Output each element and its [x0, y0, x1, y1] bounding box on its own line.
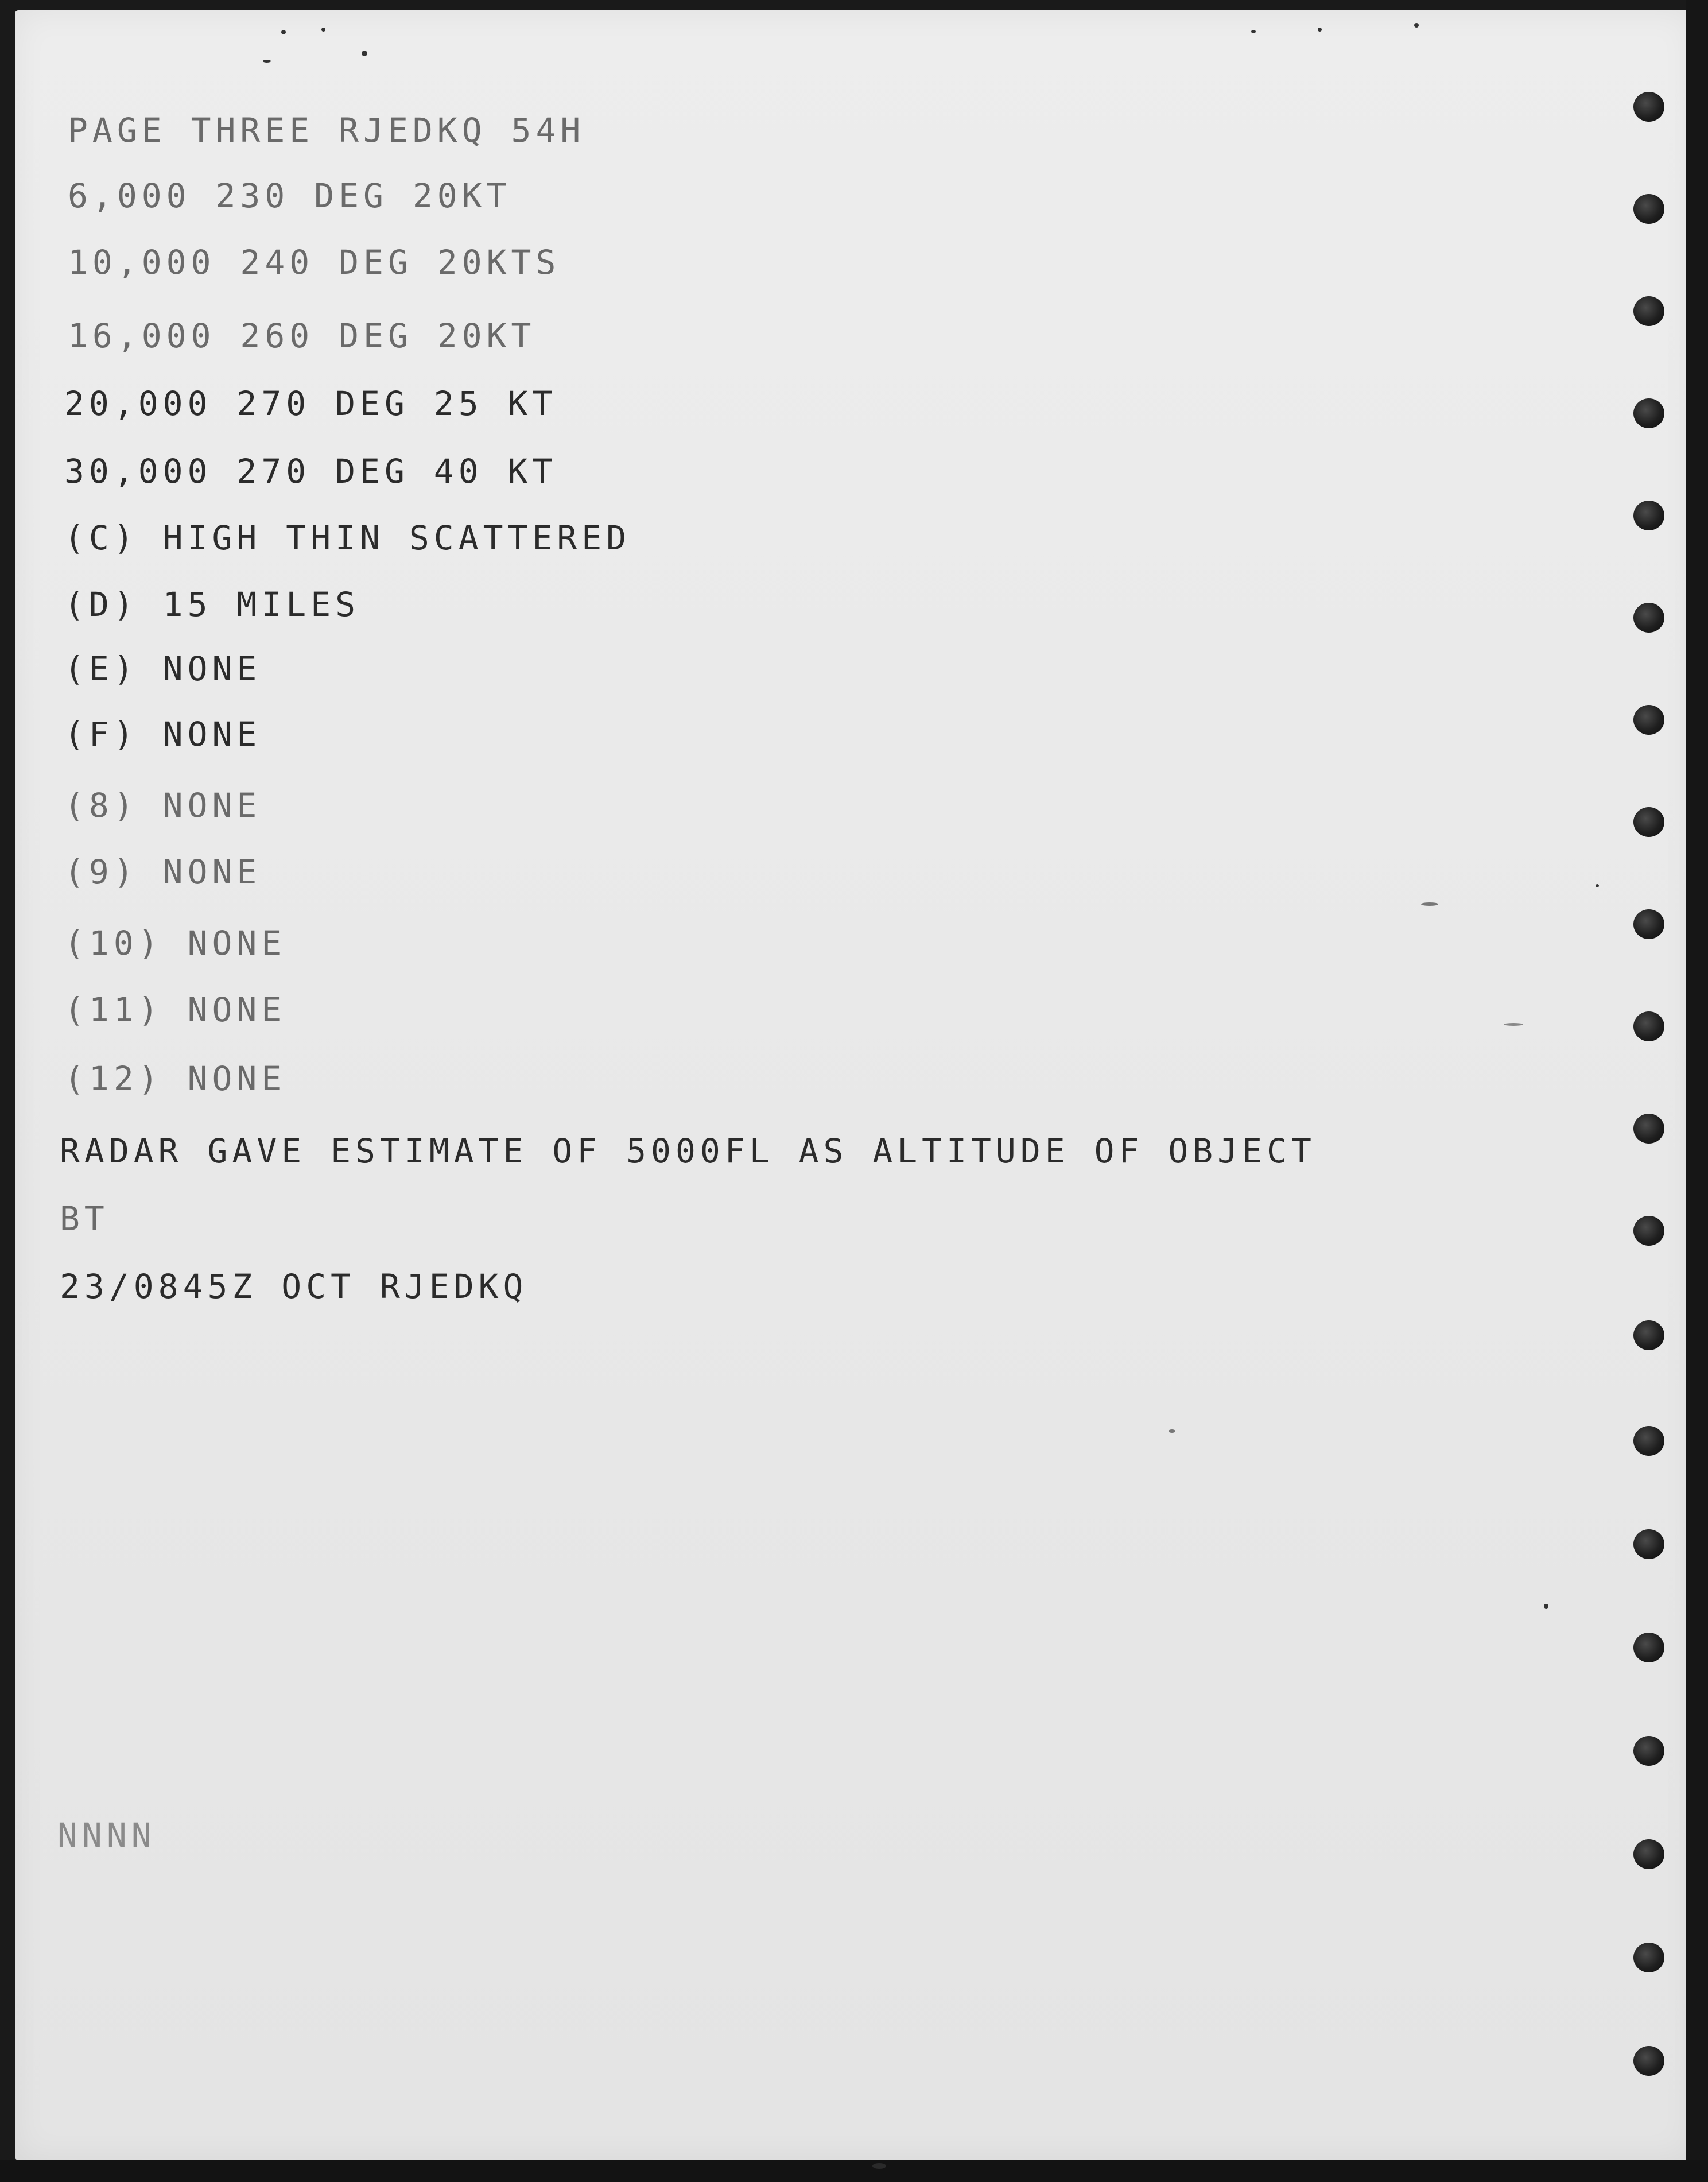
wind-line-30000: 30,000 270 DEG 40 KT	[64, 452, 557, 491]
speck	[1544, 1604, 1548, 1609]
feed-hole	[1633, 501, 1664, 530]
speck	[362, 51, 367, 56]
speck	[281, 30, 286, 34]
speck	[1504, 1023, 1523, 1026]
feed-hole	[1633, 603, 1664, 633]
wind-line-6000: 6,000 230 DEG 20KT	[68, 176, 511, 215]
feed-hole	[1633, 1633, 1664, 1662]
speck	[1251, 30, 1256, 33]
speck	[1414, 23, 1419, 28]
radar-estimate-line: RADAR GAVE ESTIMATE OF 5000FL AS ALTITUDE OF OBJECT	[60, 1131, 1316, 1171]
feed-hole	[1633, 1114, 1664, 1144]
feed-hole	[1633, 1216, 1664, 1246]
feed-hole	[1633, 1320, 1664, 1350]
feed-hole	[1633, 2046, 1664, 2076]
wind-line-16000: 16,000 260 DEG 20KT	[68, 316, 536, 355]
item-9-line: (9) NONE	[64, 852, 262, 892]
speck	[263, 60, 271, 63]
item-11-line: (11) NONE	[64, 990, 286, 1029]
page-header-line: PAGE THREE RJEDKQ 54H	[68, 111, 585, 150]
wind-line-10000: 10,000 240 DEG 20KTS	[68, 243, 561, 282]
feed-hole	[1633, 296, 1664, 326]
scan-border-bottom	[0, 2160, 1708, 2182]
feed-hole	[1633, 92, 1664, 122]
item-c-line: (C) HIGH THIN SCATTERED	[64, 518, 631, 557]
scan-border-right	[1686, 0, 1708, 2182]
item-d-line: (D) 15 MILES	[64, 585, 360, 624]
speck	[1421, 902, 1438, 906]
item-10-line: (10) NONE	[64, 924, 286, 963]
wind-line-20000: 20,000 270 DEG 25 KT	[64, 384, 557, 423]
feed-hole	[1633, 1011, 1664, 1041]
speck	[1318, 28, 1322, 32]
feed-hole	[1633, 1529, 1664, 1559]
feed-hole	[1633, 1943, 1664, 1972]
end-of-message-marker: NNNN	[57, 1816, 156, 1855]
item-8-line: (8) NONE	[64, 786, 262, 825]
bt-line: BT	[60, 1199, 109, 1238]
feed-hole	[1633, 1736, 1664, 1766]
feed-hole	[1633, 194, 1664, 224]
feed-hole	[1633, 398, 1664, 428]
feed-hole	[1633, 1426, 1664, 1456]
speck	[321, 28, 325, 32]
item-12-line: (12) NONE	[64, 1059, 286, 1098]
feed-hole	[1633, 705, 1664, 735]
feed-hole	[1633, 807, 1664, 837]
speck	[1596, 884, 1599, 887]
feed-hole	[1633, 1839, 1664, 1869]
item-e-line: (E) NONE	[64, 649, 262, 688]
feed-hole	[1633, 909, 1664, 939]
speck	[1169, 1429, 1175, 1433]
date-time-group-line: 23/0845Z OCT RJEDKQ	[60, 1267, 528, 1306]
speck	[872, 2163, 886, 2169]
item-f-line: (F) NONE	[64, 715, 262, 754]
